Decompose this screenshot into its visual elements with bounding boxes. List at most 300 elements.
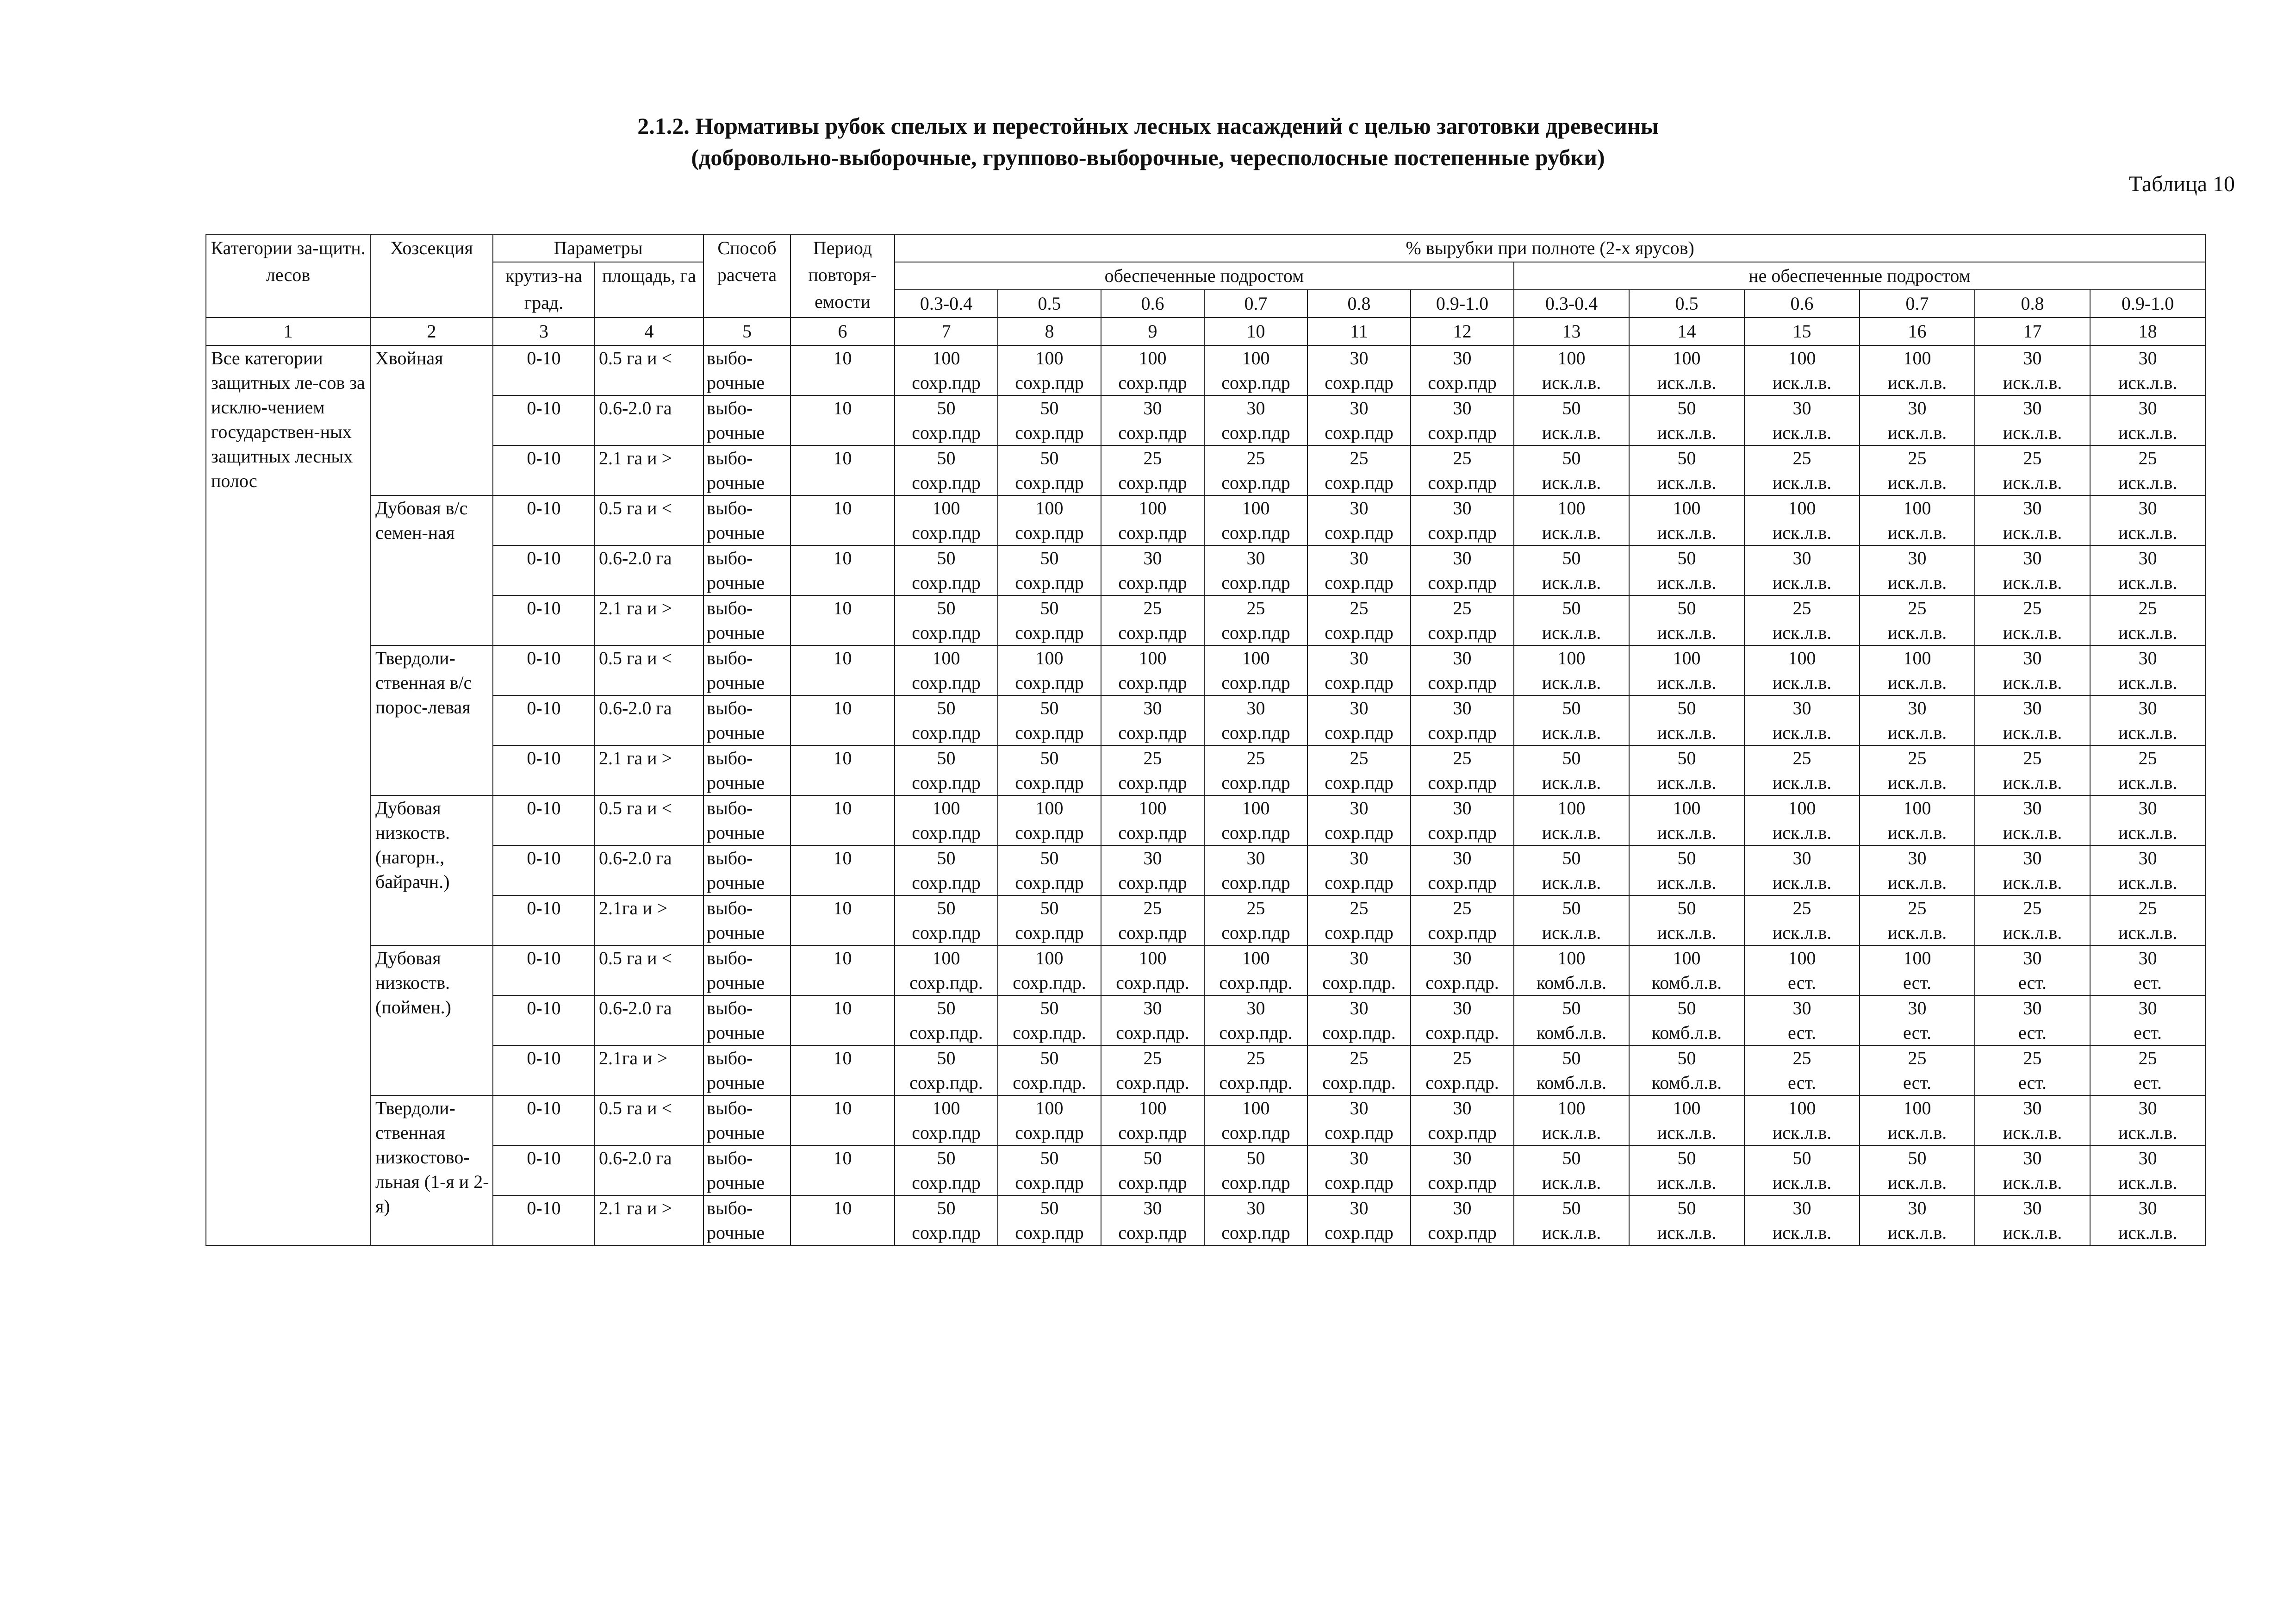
regeneration-method: иск.л.в.: [1887, 622, 1947, 643]
percent-value: 30: [1246, 1198, 1265, 1218]
percent-value: 30: [1350, 648, 1369, 668]
regeneration-method: иск.л.в.: [1772, 1172, 1832, 1193]
regeneration-method: иск.л.в.: [1657, 772, 1717, 793]
percent-value: 100: [1903, 348, 1931, 369]
percent-cell: [1860, 545, 1975, 595]
percent-cell: [1629, 695, 1744, 745]
percent-value: 30: [2138, 498, 2157, 518]
table-row: [206, 1095, 2205, 1145]
percent-value: 50: [937, 998, 956, 1018]
percent-cell: [1860, 1045, 1975, 1095]
regeneration-method: иск.л.в.: [1887, 1172, 1947, 1193]
regeneration-method: сохр.пдр: [1118, 772, 1187, 793]
area-value: 2.1га и >: [595, 1045, 703, 1095]
regeneration-method: иск.л.в.: [2003, 522, 2062, 543]
percent-value: 100: [932, 1098, 960, 1118]
period-value: 10: [790, 345, 895, 395]
regeneration-method: иск.л.в.: [2003, 572, 2062, 593]
regeneration-method: сохр.пдр.: [1116, 1022, 1189, 1043]
percent-value: 100: [1788, 498, 1816, 518]
percent-value: 50: [1562, 398, 1581, 418]
percent-value: 50: [1040, 998, 1059, 1018]
method-value: выбо-рочные: [703, 1045, 790, 1095]
regeneration-method: иск.л.в.: [2003, 1222, 2062, 1243]
percent-value: 100: [1035, 348, 1064, 369]
method-value: выбо-рочные: [703, 845, 790, 895]
percent-cell: [1744, 1045, 1860, 1095]
regeneration-method: ест.: [1903, 1072, 1931, 1093]
regeneration-method: сохр.пдр: [1015, 472, 1084, 493]
percent-value: 50: [1562, 848, 1581, 868]
regeneration-method: сохр.пдр: [1221, 822, 1290, 843]
regeneration-method: сохр.пдр.: [1116, 972, 1189, 993]
table-row: [206, 495, 2205, 545]
percent-cell: [998, 445, 1101, 495]
slope-value: 0-10: [493, 595, 595, 645]
percent-value: 50: [1908, 1148, 1927, 1168]
percent-cell: [2090, 995, 2205, 1045]
percent-cell: [1204, 945, 1307, 995]
regeneration-method: сохр.пдр: [1015, 572, 1084, 593]
regeneration-method: иск.л.в.: [1657, 822, 1717, 843]
area-value: 0.6-2.0 га: [595, 1145, 703, 1195]
regeneration-method: иск.л.в.: [1772, 472, 1832, 493]
percent-cell: [998, 595, 1101, 645]
percent-cell: [1975, 1045, 2090, 1095]
percent-value: 50: [937, 598, 956, 618]
percent-cell: [895, 995, 998, 1045]
percent-value: 30: [2138, 1198, 2157, 1218]
percent-value: 30: [2023, 848, 2042, 868]
regeneration-method: сохр.пдр: [1325, 472, 1394, 493]
percent-value: 50: [937, 448, 956, 468]
percent-value: 30: [1350, 398, 1369, 418]
percent-cell: [895, 645, 998, 695]
regeneration-method: иск.л.в.: [2118, 372, 2178, 393]
percent-value: 25: [1246, 448, 1265, 468]
percent-value: 100: [1788, 348, 1816, 369]
percent-value: 30: [2023, 548, 2042, 568]
percent-value: 25: [1908, 748, 1927, 768]
table-row: [206, 395, 2205, 445]
percent-cell: [1204, 445, 1307, 495]
percent-value: 100: [1557, 648, 1586, 668]
percent-value: 30: [1350, 798, 1369, 818]
percent-cell: [895, 345, 998, 395]
table-row: [206, 445, 2205, 495]
percent-cell: [2090, 1145, 2205, 1195]
area-value: 0.5 га и <: [595, 945, 703, 995]
percent-cell: [998, 1195, 1101, 1245]
percent-value: 100: [1673, 648, 1701, 668]
regeneration-method: иск.л.в.: [1657, 472, 1717, 493]
regeneration-method: сохр.пдр.: [909, 1072, 983, 1093]
percent-cell: [1514, 545, 1629, 595]
percent-cell: [1975, 995, 2090, 1045]
percent-cell: [1307, 1145, 1411, 1195]
method-value: выбо-рочные: [703, 395, 790, 445]
regeneration-method: сохр.пдр: [1428, 872, 1497, 893]
method-value: выбо-рочные: [703, 495, 790, 545]
header-density: 0.9-1.0: [2090, 290, 2205, 318]
regeneration-method: иск.л.в.: [1887, 772, 1947, 793]
percent-cell: [1629, 1195, 1744, 1245]
column-number: 5: [703, 318, 790, 345]
percent-value: 100: [1673, 1098, 1701, 1118]
percent-value: 30: [1453, 998, 1472, 1018]
regeneration-method: сохр.пдр: [1118, 1172, 1187, 1193]
percent-cell: [998, 395, 1101, 445]
column-number: 2: [370, 318, 493, 345]
slope-value: 0-10: [493, 695, 595, 745]
percent-cell: [1411, 1095, 1514, 1145]
percent-value: 30: [1453, 848, 1472, 868]
regeneration-method: иск.л.в.: [1772, 372, 1832, 393]
percent-cell: [1101, 995, 1204, 1045]
header-parameters: Параметры: [493, 234, 703, 262]
header-density: 0.5: [998, 290, 1101, 318]
percent-cell: [1101, 1095, 1204, 1145]
percent-value: 30: [1350, 698, 1369, 718]
percent-value: 30: [1792, 698, 1811, 718]
regeneration-method: иск.л.в.: [2003, 672, 2062, 693]
percent-value: 30: [2138, 398, 2157, 418]
regeneration-method: сохр.пдр: [1428, 622, 1497, 643]
regeneration-method: сохр.пдр: [912, 922, 981, 943]
percent-cell: [895, 795, 998, 845]
regeneration-method: сохр.пдр: [1428, 522, 1497, 543]
percent-cell: [895, 1195, 998, 1245]
percent-cell: [895, 1045, 998, 1095]
percent-value: 25: [1143, 1048, 1162, 1068]
percent-cell: [998, 945, 1101, 995]
percent-cell: [998, 1145, 1101, 1195]
header-density: 0.3-0.4: [1514, 290, 1629, 318]
method-value: выбо-рочные: [703, 345, 790, 395]
percent-value: 50: [1040, 1198, 1059, 1218]
regeneration-method: иск.л.в.: [2003, 772, 2062, 793]
regeneration-method: иск.л.в.: [1542, 472, 1601, 493]
percent-value: 50: [1792, 1148, 1811, 1168]
regeneration-method: иск.л.в.: [1887, 422, 1947, 443]
percent-value: 100: [1557, 348, 1586, 369]
percent-cell: [2090, 895, 2205, 945]
percent-cell: [1101, 745, 1204, 795]
header-density: 0.8: [1975, 290, 2090, 318]
area-value: 0.6-2.0 га: [595, 845, 703, 895]
column-number: 10: [1204, 318, 1307, 345]
regeneration-method: комб.л.в.: [1536, 1072, 1607, 1093]
percent-value: 30: [2138, 648, 2157, 668]
regeneration-method: иск.л.в.: [1657, 1122, 1717, 1143]
percent-cell: [1101, 445, 1204, 495]
regeneration-method: сохр.пдр: [1428, 372, 1497, 393]
regeneration-method: сохр.пдр: [912, 772, 981, 793]
regeneration-method: сохр.пдр: [1428, 422, 1497, 443]
percent-cell: [1860, 795, 1975, 845]
regeneration-method: иск.л.в.: [1542, 672, 1601, 693]
regeneration-method: иск.л.в.: [2003, 422, 2062, 443]
percent-cell: [2090, 745, 2205, 795]
percent-cell: [1101, 645, 1204, 695]
percent-value: 50: [1677, 898, 1696, 918]
percent-cell: [998, 545, 1101, 595]
column-number: 11: [1307, 318, 1411, 345]
area-value: 2.1 га и >: [595, 1195, 703, 1245]
regeneration-method: иск.л.в.: [1542, 372, 1601, 393]
percent-value: 100: [1673, 798, 1701, 818]
regeneration-method: сохр.пдр: [1221, 372, 1290, 393]
column-number: 1: [206, 318, 370, 345]
percent-value: 30: [1350, 1148, 1369, 1168]
area-value: 0.5 га и <: [595, 495, 703, 545]
percent-cell: [1411, 795, 1514, 845]
regeneration-method: сохр.пдр.: [1116, 1072, 1189, 1093]
percent-value: 30: [1792, 1198, 1811, 1218]
percent-cell: [1411, 845, 1514, 895]
percent-cell: [1307, 445, 1411, 495]
percent-cell: [1204, 895, 1307, 945]
percent-value: 25: [1792, 898, 1811, 918]
regeneration-method: иск.л.в.: [1887, 372, 1947, 393]
header-density: 0.7: [1860, 290, 1975, 318]
period-value: 10: [790, 845, 895, 895]
percent-cell: [1101, 895, 1204, 945]
regeneration-method: иск.л.в.: [2003, 822, 2062, 843]
percent-value: 50: [1246, 1148, 1265, 1168]
percent-cell: [1204, 595, 1307, 645]
percent-cell: [1514, 695, 1629, 745]
percent-cell: [1514, 795, 1629, 845]
percent-value: 50: [1562, 748, 1581, 768]
percent-cell: [1744, 345, 1860, 395]
percent-value: 30: [2023, 698, 2042, 718]
percent-cell: [1629, 895, 1744, 945]
percent-cell: [1101, 1145, 1204, 1195]
percent-value: 100: [1139, 648, 1167, 668]
percent-cell: [1629, 345, 1744, 395]
percent-value: 50: [1562, 598, 1581, 618]
percent-cell: [895, 595, 998, 645]
percent-cell: [1204, 545, 1307, 595]
percent-value: 100: [1139, 348, 1167, 369]
regeneration-method: иск.л.в.: [1542, 772, 1601, 793]
percent-value: 25: [1350, 448, 1369, 468]
percent-cell: [1744, 845, 1860, 895]
table-row: [206, 1195, 2205, 1245]
percent-cell: [1411, 395, 1514, 445]
percent-cell: [1101, 695, 1204, 745]
regeneration-method: сохр.пдр: [1325, 722, 1394, 743]
area-value: 2.1 га и >: [595, 445, 703, 495]
regeneration-method: иск.л.в.: [1542, 872, 1601, 893]
regeneration-method: сохр.пдр: [912, 522, 981, 543]
method-value: выбо-рочные: [703, 1095, 790, 1145]
regeneration-method: иск.л.в.: [2003, 722, 2062, 743]
regeneration-method: сохр.пдр.: [1322, 972, 1396, 993]
percent-cell: [895, 1145, 998, 1195]
percent-cell: [1860, 895, 1975, 945]
regeneration-method: сохр.пдр: [1325, 772, 1394, 793]
percent-value: 30: [2138, 798, 2157, 818]
percent-cell: [2090, 395, 2205, 445]
percent-value: 100: [932, 648, 960, 668]
percent-cell: [1860, 945, 1975, 995]
percent-value: 100: [1035, 498, 1064, 518]
regeneration-method: сохр.пдр: [1325, 1222, 1394, 1243]
percent-cell: [1204, 995, 1307, 1045]
percent-cell: [1307, 545, 1411, 595]
percent-value: 30: [1453, 548, 1472, 568]
regeneration-method: сохр.пдр: [912, 872, 981, 893]
regeneration-method: иск.л.в.: [2118, 922, 2178, 943]
method-value: выбо-рочные: [703, 445, 790, 495]
regeneration-method: сохр.пдр: [912, 472, 981, 493]
percent-cell: [1744, 1195, 1860, 1245]
percent-value: 30: [1453, 948, 1472, 968]
regeneration-method: сохр.пдр: [1325, 672, 1394, 693]
percent-cell: [1307, 495, 1411, 545]
regeneration-method: сохр.пдр: [1118, 372, 1187, 393]
regeneration-method: сохр.пдр: [912, 622, 981, 643]
percent-cell: [1101, 795, 1204, 845]
regeneration-method: сохр.пдр: [1221, 622, 1290, 643]
percent-value: 25: [1453, 898, 1472, 918]
column-number: 16: [1860, 318, 1975, 345]
regeneration-method: иск.л.в.: [2003, 372, 2062, 393]
percent-cell: [1307, 645, 1411, 695]
percent-cell: [1204, 495, 1307, 545]
percent-cell: [1411, 1195, 1514, 1245]
header-density: 0.6: [1101, 290, 1204, 318]
percent-value: 50: [1677, 548, 1696, 568]
percent-cell: [2090, 445, 2205, 495]
period-value: 10: [790, 895, 895, 945]
regeneration-method: иск.л.в.: [1657, 622, 1717, 643]
percent-cell: [1629, 395, 1744, 445]
percent-value: 25: [1908, 598, 1927, 618]
percent-cell: [1860, 1095, 1975, 1145]
percent-value: 30: [2138, 1148, 2157, 1168]
percent-cell: [998, 1095, 1101, 1145]
percent-value: 30: [1453, 798, 1472, 818]
regeneration-method: сохр.пдр: [912, 372, 981, 393]
regeneration-method: иск.л.в.: [1887, 672, 1947, 693]
percent-cell: [895, 545, 998, 595]
percent-cell: [1629, 1095, 1744, 1145]
percent-cell: [1307, 1045, 1411, 1095]
percent-cell: [1975, 945, 2090, 995]
percent-value: 100: [1139, 948, 1167, 968]
percent-value: 25: [2023, 898, 2042, 918]
period-value: 10: [790, 645, 895, 695]
percent-value: 50: [937, 1198, 956, 1218]
period-value: 10: [790, 445, 895, 495]
slope-value: 0-10: [493, 395, 595, 445]
regeneration-method: сохр.пдр: [1221, 872, 1290, 893]
percent-cell: [1307, 345, 1411, 395]
regeneration-method: сохр.пдр: [1118, 872, 1187, 893]
percent-cell: [1744, 795, 1860, 845]
percent-value: 25: [1350, 598, 1369, 618]
table-row: [206, 595, 2205, 645]
regeneration-method: сохр.пдр: [1221, 772, 1290, 793]
percent-value: 50: [1562, 698, 1581, 718]
method-value: выбо-рочные: [703, 695, 790, 745]
percent-value: 50: [1040, 1048, 1059, 1068]
percent-cell: [1411, 545, 1514, 595]
percent-cell: [895, 845, 998, 895]
regeneration-method: сохр.пдр: [1428, 922, 1497, 943]
percent-cell: [2090, 795, 2205, 845]
percent-cell: [1629, 795, 1744, 845]
regeneration-method: сохр.пдр: [1221, 1172, 1290, 1193]
regeneration-method: сохр.пдр.: [909, 972, 983, 993]
percent-cell: [1411, 1045, 1514, 1095]
percent-value: 100: [1673, 498, 1701, 518]
regeneration-method: иск.л.в.: [1542, 922, 1601, 943]
percent-cell: [1204, 1045, 1307, 1095]
percent-value: 100: [932, 798, 960, 818]
percent-value: 100: [1788, 648, 1816, 668]
regeneration-method: иск.л.в.: [2118, 522, 2178, 543]
period-value: 10: [790, 545, 895, 595]
regeneration-method: иск.л.в.: [2118, 872, 2178, 893]
percent-cell: [1411, 895, 1514, 945]
percent-value: 30: [1453, 1148, 1472, 1168]
slope-value: 0-10: [493, 895, 595, 945]
table-number: Таблица 10: [2128, 172, 2235, 196]
percent-value: 30: [1908, 1198, 1927, 1218]
percent-cell: [998, 845, 1101, 895]
percent-cell: [1975, 795, 2090, 845]
table-row: [206, 945, 2205, 995]
percent-value: 30: [1908, 398, 1927, 418]
regeneration-method: иск.л.в.: [2118, 1172, 2178, 1193]
percent-value: 25: [1453, 598, 1472, 618]
percent-value: 50: [1562, 1048, 1581, 1068]
percent-cell: [1514, 1045, 1629, 1095]
regeneration-method: иск.л.в.: [1772, 522, 1832, 543]
percent-cell: [1204, 1145, 1307, 1195]
percent-cell: [1860, 695, 1975, 745]
regeneration-method: сохр.пдр: [1325, 622, 1394, 643]
regeneration-method: ест.: [2018, 1022, 2047, 1043]
regeneration-method: сохр.пдр: [1428, 572, 1497, 593]
regeneration-method: сохр.пдр: [1428, 1172, 1497, 1193]
percent-value: 30: [1246, 548, 1265, 568]
percent-cell: [1307, 745, 1411, 795]
period-value: 10: [790, 495, 895, 545]
percent-cell: [2090, 1045, 2205, 1095]
regeneration-method: сохр.пдр: [1221, 1122, 1290, 1143]
percent-cell: [998, 1045, 1101, 1095]
percent-value: 50: [1677, 698, 1696, 718]
regeneration-method: сохр.пдр: [1325, 872, 1394, 893]
regeneration-method: сохр.пдр: [1118, 672, 1187, 693]
percent-value: 25: [1453, 448, 1472, 468]
percent-value: 50: [1562, 1198, 1581, 1218]
regeneration-method: сохр.пдр: [912, 572, 981, 593]
regeneration-method: сохр.пдр.: [909, 1022, 983, 1043]
regeneration-method: сохр.пдр.: [1013, 972, 1086, 993]
percent-value: 30: [1350, 998, 1369, 1018]
header-percent: % вырубки при полноте (2-х ярусов): [895, 234, 2205, 262]
regeneration-method: сохр.пдр: [1221, 522, 1290, 543]
percent-cell: [1744, 545, 1860, 595]
regeneration-method: ест.: [1788, 1072, 1816, 1093]
regeneration-method: сохр.пдр: [1118, 1122, 1187, 1143]
